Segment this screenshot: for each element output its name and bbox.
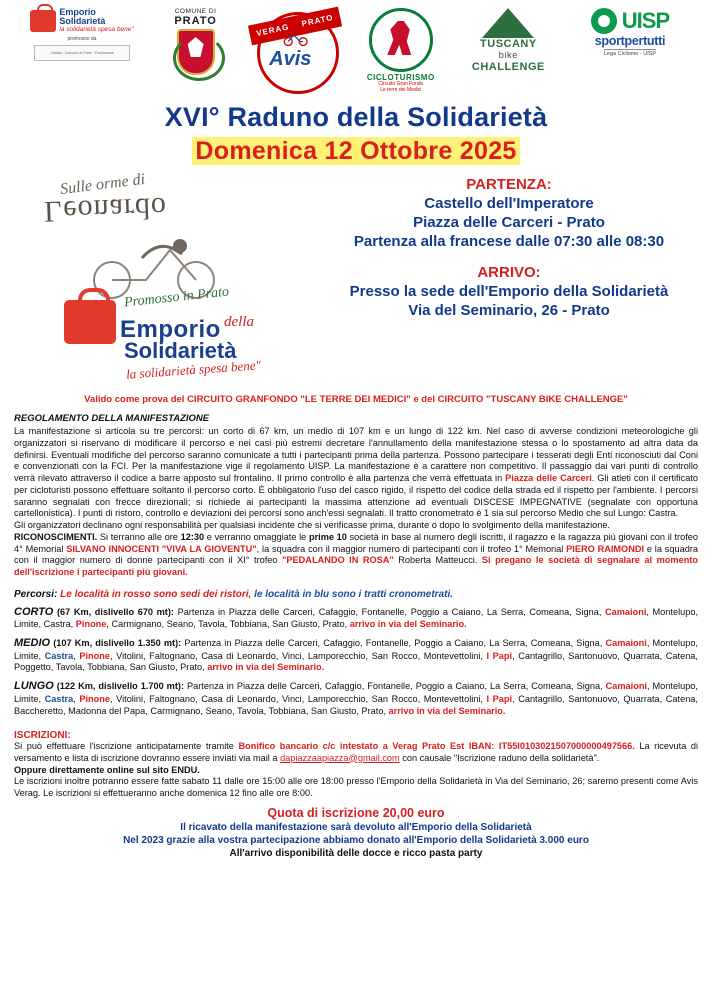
tuscany-line2: bike bbox=[498, 50, 519, 61]
route-medio-spec: (107 Km, dislivello 1.350 mt): bbox=[53, 638, 182, 649]
route-lungo-name: LUNGO bbox=[14, 680, 54, 693]
route-lungo-spec: (122 Km, dislivello 1.700 mt): bbox=[56, 681, 185, 692]
comune-line1: COMUNE DI bbox=[174, 8, 217, 15]
route-medio-blue1: Castra bbox=[44, 650, 74, 661]
shopping-bag-icon bbox=[30, 10, 56, 32]
circuit-validity-line: Valido come prova del CIRCUITO GRANFONDO "LE TERRE DEI MEDICI" e del CIRCUITO "TUSCANY BIKE CHALLENGE" bbox=[84, 394, 628, 405]
reg-p3-l: Roberta Matteucci. bbox=[393, 555, 482, 566]
route-lungo-blue1: Castra bbox=[44, 693, 74, 704]
partenza-label: PARTENZA: bbox=[466, 176, 552, 193]
logo-avis-verag bbox=[249, 8, 341, 92]
registration-line-1 bbox=[14, 741, 698, 765]
emporio-della-word: della bbox=[224, 314, 254, 330]
route-lungo-red3: I Papi bbox=[486, 693, 513, 704]
uisp-tagline: sportpertutti bbox=[594, 34, 666, 48]
registration-line-3: Le iscrizioni inoltre potranno essere fatte sabato 11 dalle ore 15:00 alle ore 18:00 presso l'Emporio della Solidarietà in Via del Seminario, 26; saremo presenti come Avis Verag. Le iscrizioni si effettueranno anche domenica 12 fino alle ore 8:00. bbox=[14, 776, 698, 799]
reg-p3-request: Si pregano le società di segnalare al momento dell'iscrizione i partecipanti più giovani. bbox=[14, 555, 698, 578]
hero-artwork bbox=[14, 170, 314, 384]
route-corto-t2: , Montelupo, Limite, Castra, bbox=[14, 606, 698, 630]
partenza-line-3: Partenza alla francese dalle 07:30 alle 08:30 bbox=[353, 233, 665, 250]
route-lungo-t2: , Montelupo, Limite, bbox=[14, 681, 698, 704]
page-title: XVI° Raduno della Solidarietà bbox=[164, 102, 548, 132]
route-lungo-t4: , Cantagrillo, Santonuovo, Quarrata, Catena, Baccheretto, Madonna del Papa, Carmignano, Seano, Tavola, Tobbiana, San Giusto, Prato, bbox=[14, 693, 698, 716]
route-medio-t4: , Cantagrillo, Santonuovo, Quarrata, Catena, Poggetto, Tavola, Tobbiana, San Giusto, Prato, bbox=[14, 650, 698, 673]
shopping-bag-large-icon bbox=[64, 300, 116, 344]
uisp-mark-icon bbox=[591, 8, 617, 34]
proceeds-note: Il ricavato della manifestazione sarà devoluto all'Emporio della Solidarietà bbox=[180, 822, 532, 834]
route-medio-red3: I Papi bbox=[486, 650, 513, 661]
sponsor-logo-strip bbox=[14, 6, 698, 98]
regulation-paragraph-1 bbox=[14, 426, 698, 520]
hero-section bbox=[14, 170, 698, 384]
route-medio-name: MEDIO bbox=[14, 637, 51, 650]
route-corto-spec: (67 Km, dislivello 670 mt): bbox=[56, 606, 174, 617]
cyclist-circle-icon bbox=[369, 8, 433, 72]
logo-comune-di-prato bbox=[156, 8, 236, 75]
route-medio-end: arrivo in via del Seminario. bbox=[207, 662, 325, 673]
uisp-name: UISP bbox=[621, 8, 670, 33]
route-medio bbox=[14, 636, 698, 674]
uisp-sub: Lega Ciclismo - UISP bbox=[603, 51, 657, 57]
event-date-text: Domenica 12 Ottobre 2025 bbox=[192, 137, 519, 165]
cicloturismo-sub1: Circuito Gran Fondo bbox=[378, 81, 424, 87]
leonardo-name-text: Leonardo bbox=[43, 190, 168, 229]
route-lungo-red2: Pinone bbox=[79, 693, 111, 704]
reg-p3-j: e la squadra con il maggior numero di donne partecipanti con il XI° trofeo bbox=[14, 543, 698, 566]
route-medio-red1: Camaioni bbox=[605, 638, 647, 649]
tuscany-line1: TUSCANY bbox=[480, 38, 537, 50]
route-lungo bbox=[14, 679, 698, 717]
arrivo-line-1: Presso la sede dell'Emporio della Solidarietà bbox=[349, 283, 669, 300]
route-medio-t1: Partenza in Piazza delle Carceri, Cafaggio, Fontanelle, Poggio a Caiano, La Serra, Comeana, Signa, bbox=[181, 638, 606, 649]
prato-crest-icon bbox=[177, 29, 215, 75]
route-medio-t2: , Montelupo, Limite, bbox=[14, 638, 698, 661]
logo-tuscany-bike-challenge bbox=[460, 8, 556, 73]
regulation-body bbox=[14, 426, 698, 579]
reg-trophy-pedalando-in-rosa: "PEDALANDO IN ROSA" bbox=[282, 555, 394, 566]
emporio-promosso-text: Promosso in Prato bbox=[123, 284, 230, 311]
registration-title: ISCRIZIONI: bbox=[14, 729, 71, 741]
regulation-paragraph-2: Gli organizzatori declinano ogni responsabilità per qualsiasi incidente che si verificasse prima, durante o dopo lo svolgimento della manifestazione. bbox=[14, 520, 610, 531]
route-medio-c1: , bbox=[73, 650, 80, 661]
cicloturismo-sub2: Le terre dei Medici bbox=[380, 86, 422, 93]
arrivo-line-2: Via del Seminario, 26 - Prato bbox=[408, 302, 610, 319]
registration-line-2 bbox=[14, 765, 698, 777]
route-lungo-end: arrivo in via del Seminario. bbox=[388, 705, 506, 716]
route-corto bbox=[14, 605, 698, 631]
isc-l1-a: Si può effettuare l'iscrizione anticipatamente tramite bbox=[14, 740, 239, 751]
cicloturismo-label: CICLOTURISMO bbox=[366, 73, 435, 82]
registration-fee: Quota di iscrizione 20,00 euro bbox=[267, 806, 445, 821]
event-date bbox=[14, 137, 698, 166]
arrivo-label: ARRIVO: bbox=[477, 264, 541, 281]
routes-heading bbox=[14, 589, 698, 600]
reg-awards-count: prime 10 bbox=[308, 531, 347, 542]
reg-awards-label: RICONOSCIMENTI. bbox=[14, 531, 98, 542]
partner-logos-bar: Caritas · Comune di Prato · Fondazione bbox=[34, 45, 130, 61]
emporio-word: Emporio bbox=[120, 316, 221, 343]
route-lungo-c1: , bbox=[73, 693, 80, 704]
logo-cicloturismo bbox=[355, 8, 447, 94]
emporio-claim: la solidarietà spesa bene" bbox=[59, 25, 134, 33]
tuscany-line3: CHALLENGE bbox=[471, 61, 545, 73]
bank-transfer-iban: Bonifico bancario c/c intestato a Verag Prato Est IBAN: IT55I0103021507000000497566. bbox=[238, 740, 635, 751]
reg-p3-b: Si terranno alle ore bbox=[97, 531, 181, 542]
routes-heading-label: Percorsi: bbox=[14, 588, 58, 600]
route-corto-red1: Camaioni bbox=[605, 606, 647, 617]
registration-email-link[interactable]: dapiazzaapiazza@gmail.com bbox=[280, 752, 400, 763]
verag-banner-left: VERAG bbox=[255, 22, 291, 39]
verag-banner-right: PRATO bbox=[301, 12, 335, 29]
reg-trophy-innocenti: SILVANO INNOCENTI "VIVA LA GIOVENTU" bbox=[66, 543, 257, 554]
reg-p3-h: , la squadra con il maggior numero di partecipanti con il trofeo 1° Memorial bbox=[256, 543, 567, 554]
avis-name: Avis bbox=[269, 48, 312, 70]
route-corto-name: CORTO bbox=[14, 605, 54, 618]
route-lungo-t1: Partenza in Piazza delle Carceri, Cafaggio, Fontanelle, Poggio a Caiano, La Serra, Comeana, Signa, bbox=[184, 681, 606, 692]
reg-p3-f: società in base al numero degli iscritti, il ragazzo e la ragazza più giovani con il trofeo 4° Memorial bbox=[14, 531, 698, 554]
route-lungo-red1: Camaioni bbox=[605, 681, 647, 692]
emporio-solidarieta-word: Solidarietà bbox=[124, 338, 237, 363]
partenza-line-1: Castello dell'Imperatore bbox=[424, 195, 594, 212]
routes-legend-blue: le località in blu sono i tratti cronometrati. bbox=[251, 588, 454, 600]
logo-emporio-solidarieta-small bbox=[22, 8, 142, 61]
isc-l1-d: con causale "Iscrizione raduno della solidarietà". bbox=[399, 752, 600, 763]
reg-trophy-raimondi: PIERO RAIMONDI bbox=[566, 543, 645, 554]
route-medio-t3: , Vitolini, Faltognano, Casa di Leonardo, Vinci, Lamporecchio, San Rocco, Montevettolini, bbox=[110, 650, 487, 661]
route-corto-end: arrivo in via del Seminario. bbox=[349, 619, 467, 630]
online-registration-note: Oppure direttamente online sul sito ENDU. bbox=[14, 764, 200, 775]
comune-line2: PRATO bbox=[174, 15, 217, 27]
route-corto-t1: Partenza in Piazza delle Carceri, Cafaggio, Fontanelle, Poggio a Caiano, La Serra, Comeana, Signa, bbox=[174, 606, 606, 617]
reg-p3-d: e verranno omaggiate le bbox=[204, 531, 309, 542]
emporio-promoted-by: promosso da bbox=[67, 35, 97, 42]
leonardo-top-text: Sulle orme di bbox=[59, 170, 146, 199]
event-details bbox=[314, 174, 698, 319]
registration-body bbox=[14, 741, 698, 801]
isc-l1-c: La ricevuta di versamento e lista di iscrizione dovranno essere inviati via mail a bbox=[14, 740, 699, 763]
route-medio-red2: Pinone bbox=[79, 650, 111, 661]
partenza-line-2: Piazza delle Carceri - Prato bbox=[413, 214, 605, 231]
reg-p1-a: La manifestazione si articola su tre percorsi: un corto di 67 km, un medio di 107 km e un lungo di 122 km. Nel caso di avverse condizioni meteorologiche gli organizzatori si riservano di modificare il percorso e nei casi più estremi decretare l'annullamento della manifestazione stessa o lo spostamento ad altra data da definirsi. Eventuali modifiche del percorso saranno comunicate a tutti i partecipanti prima della partenza. Possono partecipare i tesserati degli Enti riconosciuti dal Coni e convenzionati con la FCI. Per la manifestazione vige il regolamento UISP. La manifestazione è a carattere non competitivo. Il passaggio dai vari punti di controllo verrà rilevato attraverso il codice a barre apposto sul frontalino. Il primo controllo è alla partenza che verrà effettuata in bbox=[14, 426, 698, 484]
emporio-claim-large: la solidarietà spesa bene" bbox=[125, 357, 262, 382]
routes-legend-red: Le località in rosso sono sedi dei ristori, bbox=[60, 588, 252, 600]
mountain-icon bbox=[482, 8, 534, 38]
regulation-title: REGOLAMENTO DELLA MANIFESTAZIONE bbox=[14, 413, 210, 424]
route-lungo-t3: , Vitolini, Faltognano, Casa di Leonardo, Vinci, Lamporecchio, San Rocco, Montevettolini, bbox=[110, 693, 487, 704]
regulation-paragraph-3 bbox=[14, 532, 698, 579]
reg-p1-c: . Gli atleti con il certificato per cicloturisti possono effettuare soltanto il percorso corto. È obbligatorio l'uso del casco rigido, il rispetto del codice della strada ed il rispetto per l'ambiente. I percorsi saranno segnalati con frecce direzionali; si richiede ai partecipanti la massima attenzione ad eventuali DISCESE IMPEGNATIVE (segnalate con opportuna cartellonistica). I punti di ristoro, controllo e deviazioni dei percorsi sono anch'essi segnalati. Il tratto cronometrato è 1 sia sul percorso Medio che sul Lungo: Castra. bbox=[14, 473, 698, 519]
reg-p1-place: Piazza delle Carceri bbox=[505, 473, 592, 484]
emporio-name: Emporio bbox=[59, 7, 96, 17]
emporio-name2: Solidarietà bbox=[59, 16, 106, 27]
arrival-services-note: All'arrivo disponibilità delle docce e ricco pasta party bbox=[229, 848, 483, 860]
reg-awards-time: 12:30 bbox=[180, 531, 205, 542]
donation-note: Nel 2023 grazie alla vostra partecipazione abbiamo donato all'Emporio della Solidarietà 3.000 euro bbox=[123, 835, 589, 847]
route-corto-t3: , Carmignano, Seano, Tavola, Tobbiana, San Giusto, Prato, bbox=[106, 619, 350, 630]
bicycle-icon bbox=[283, 30, 309, 48]
logo-emporio-solidarieta-large bbox=[28, 284, 308, 384]
logo-uisp bbox=[570, 8, 690, 57]
route-corto-red2: Pinone bbox=[75, 619, 107, 630]
